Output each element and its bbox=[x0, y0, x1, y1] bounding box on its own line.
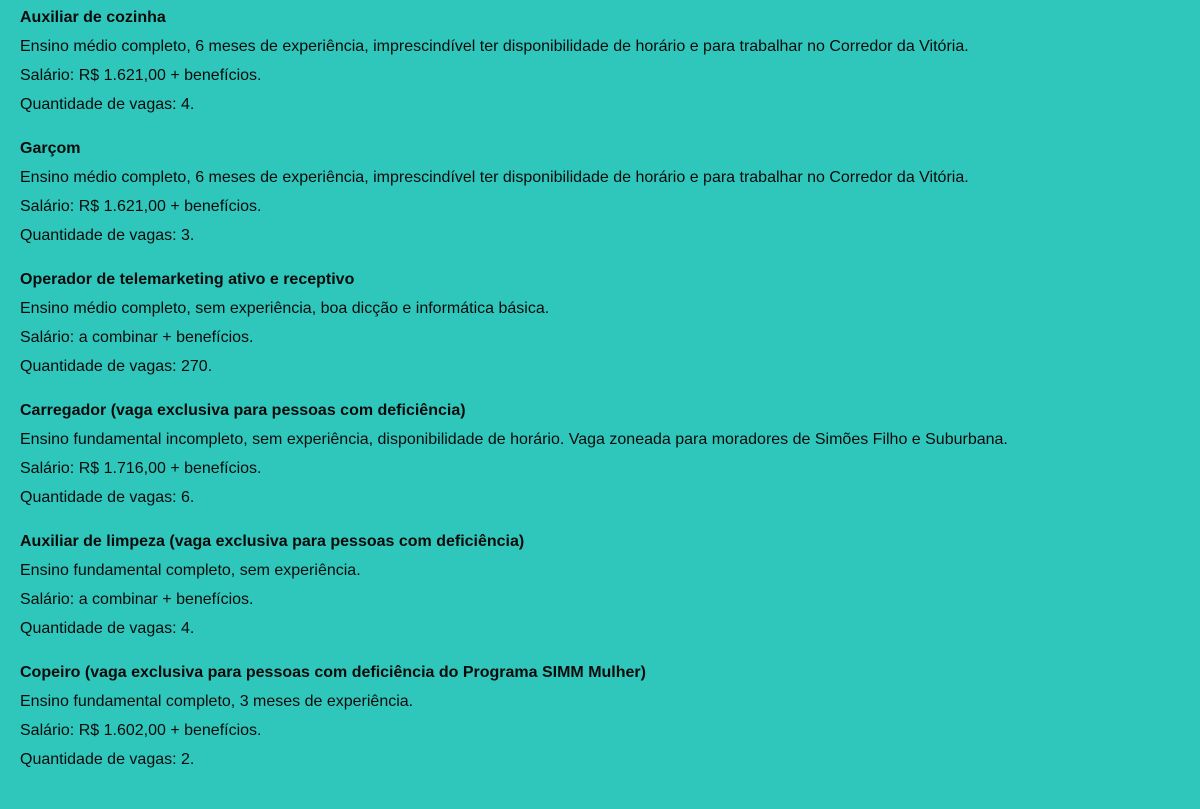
job-salary: Salário: R$ 1.602,00 + benefícios. bbox=[20, 722, 262, 739]
job-title: Carregador (vaga exclusiva para pessoas com deficiência) bbox=[20, 402, 466, 419]
job-title: Garçom bbox=[20, 140, 81, 157]
job-description: Ensino fundamental completo, sem experiência. bbox=[20, 562, 361, 579]
job-title: Operador de telemarketing ativo e receptivo bbox=[20, 271, 355, 288]
job-vacancies: Quantidade de vagas: 2. bbox=[20, 751, 195, 768]
job-title: Auxiliar de cozinha bbox=[20, 9, 166, 26]
job-listing bbox=[20, 658, 1200, 774]
job-salary: Salário: R$ 1.716,00 + benefícios. bbox=[20, 460, 262, 477]
job-listing bbox=[20, 265, 1200, 381]
job-vacancies: Quantidade de vagas: 270. bbox=[20, 358, 213, 375]
job-listing bbox=[20, 3, 1200, 119]
job-vacancies: Quantidade de vagas: 4. bbox=[20, 96, 195, 113]
job-description: Ensino médio completo, 6 meses de experiência, imprescindível ter disponibilidade de horário e para trabalhar no Corredor da Vitória. bbox=[20, 169, 969, 186]
job-vacancies: Quantidade de vagas: 6. bbox=[20, 489, 195, 506]
job-description: Ensino médio completo, 6 meses de experiência, imprescindível ter disponibilidade de horário e para trabalhar no Corredor da Vitória. bbox=[20, 38, 969, 55]
job-salary: Salário: R$ 1.621,00 + benefícios. bbox=[20, 67, 262, 84]
job-title: Copeiro (vaga exclusiva para pessoas com deficiência do Programa SIMM Mulher) bbox=[20, 664, 646, 681]
job-salary: Salário: R$ 1.621,00 + benefícios. bbox=[20, 198, 262, 215]
job-description: Ensino fundamental completo, 3 meses de experiência. bbox=[20, 693, 414, 710]
job-vacancies: Quantidade de vagas: 3. bbox=[20, 227, 195, 244]
job-description: Ensino médio completo, sem experiência, boa dicção e informática básica. bbox=[20, 300, 550, 317]
job-listing bbox=[20, 396, 1200, 512]
job-vacancies: Quantidade de vagas: 4. bbox=[20, 620, 195, 637]
job-description: Ensino fundamental incompleto, sem experiência, disponibilidade de horário. Vaga zoneada para moradores de Simões Filho e Suburbana. bbox=[20, 431, 1008, 448]
job-title: Auxiliar de limpeza (vaga exclusiva para pessoas com deficiência) bbox=[20, 533, 525, 550]
job-salary: Salário: a combinar + benefícios. bbox=[20, 591, 254, 608]
job-listing bbox=[20, 527, 1200, 643]
job-salary: Salário: a combinar + benefícios. bbox=[20, 329, 254, 346]
job-listing bbox=[20, 134, 1200, 250]
